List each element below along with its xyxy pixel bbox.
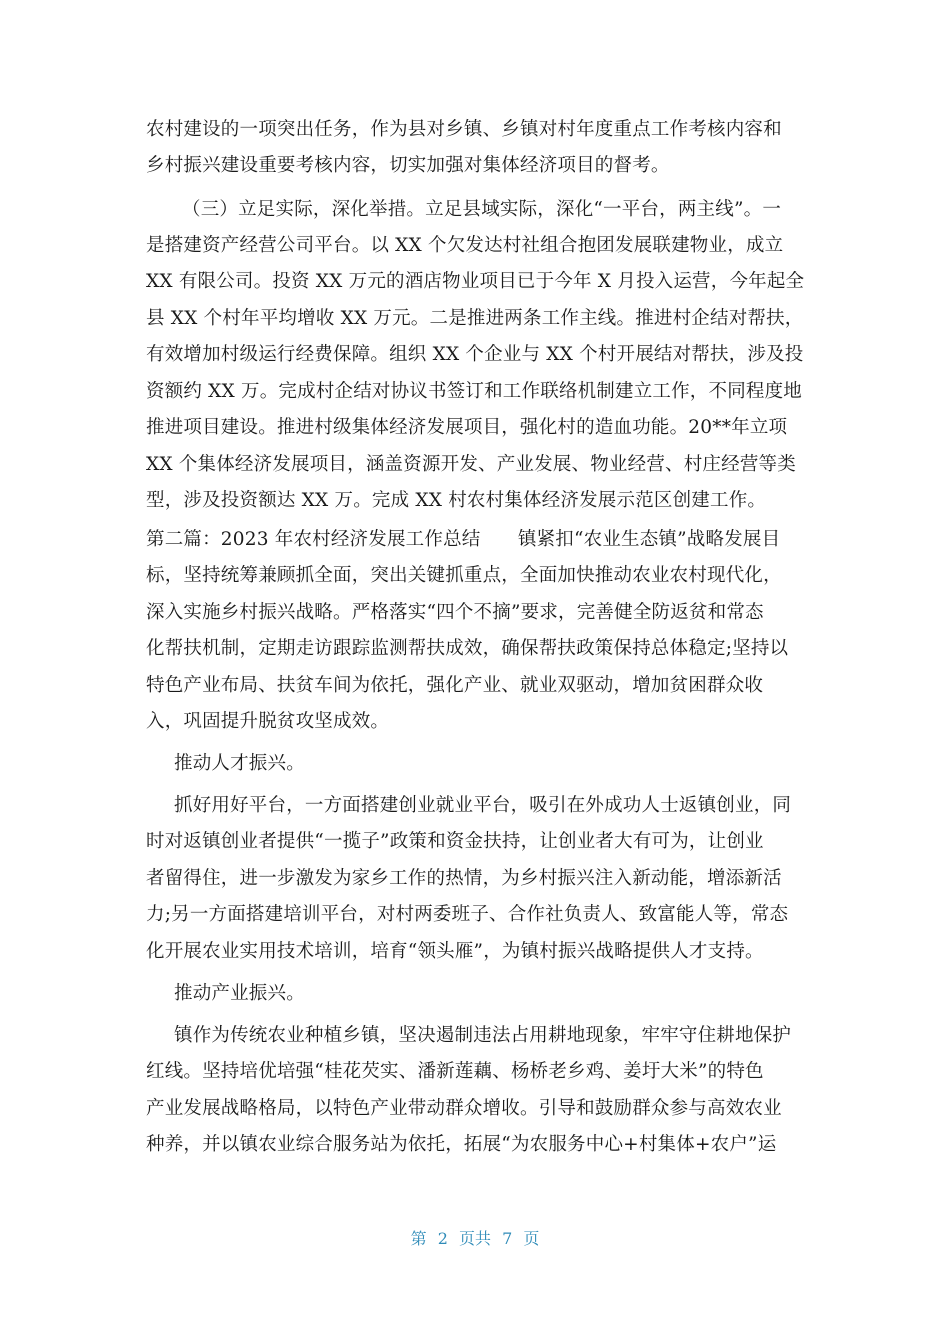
body-line: 者留得住，进一步激发为家乡工作的热情，为乡村振兴注入新动能，增添新活 — [146, 868, 782, 889]
body-line: XX 有限公司。投资 XX 万元的酒店物业项目已于今年 X 月投入运营，今年起全 — [146, 271, 805, 292]
body-line: 特色产业布局、扶贫车间为依托，强化产业、就业双驱动，增加贫困群众收 — [146, 675, 764, 696]
body-line: 推进项目建设。推进村级集体经济发展项目，强化村的造血功能。20**年立项 — [146, 417, 788, 438]
footer-prefix: 第 — [410, 1229, 427, 1248]
body-line: 化开展农业实用技术培训，培育“领头雁”，为镇村振兴战略提供人才支持。 — [146, 941, 764, 962]
footer-total-pages: 7 — [502, 1229, 513, 1248]
subheading-industry: 推动产业振兴。 — [174, 983, 305, 1004]
body-line: XX 个集体经济发展项目，涵盖资源开发、产业发展、物业经营、村庄经营等类 — [146, 454, 796, 475]
footer-suffix: 页 — [523, 1229, 540, 1248]
body-line: 乡村振兴建设重要考核内容，切实加强对集体经济项目的督考。 — [146, 155, 670, 176]
body-line: 力;另一方面搭建培训平台，对村两委班子、合作社负责人、致富能人等，常态 — [146, 904, 789, 925]
body-line: 县 XX 个村年平均增收 XX 万元。二是推进两条工作主线。推进村企结对帮扶， — [146, 308, 804, 329]
paragraph-first-line: 镇作为传统农业种植乡镇，坚决遏制违法占用耕地现象，牢牢守住耕地保护 — [174, 1025, 792, 1046]
section-title-line: 第二篇：2023 年农村经济发展工作总结 镇紧扣“农业生态镇”战略发展目 — [146, 529, 781, 550]
subheading-talent: 推动人才振兴。 — [174, 753, 305, 774]
body-line: 资额约 XX 万。完成村企结对协议书签订和工作联络机制建立工作，不同程度地 — [146, 381, 803, 402]
body-line: 产业发展战略格局，以特色产业带动群众增收。引导和鼓励群众参与高效农业 — [146, 1098, 782, 1119]
body-line: 入，巩固提升脱贫攻坚成效。 — [146, 711, 390, 732]
paragraph-first-line: （三）立足实际，深化举措。立足县域实际，深化“一平台，两主线”。一 — [182, 199, 782, 220]
body-line: 是搭建资产经营公司平台。以 XX 个欠发达村社组合抱团发展联建物业，成立 — [146, 235, 784, 256]
body-line: 有效增加村级运行经费保障。组织 XX 个企业与 XX 个村开展结对帮扶，涉及投 — [146, 344, 804, 365]
body-line: 深入实施乡村振兴战略。严格落实“四个不摘”要求，完善健全防返贫和常态 — [146, 602, 764, 623]
page-footer — [0, 1226, 950, 1249]
body-line: 农村建设的一项突出任务，作为县对乡镇、乡镇对村年度重点工作考核内容和 — [146, 119, 782, 140]
body-line: 化帮扶机制，定期走访跟踪监测帮扶成效，确保帮扶政策保持总体稳定;坚持以 — [146, 638, 789, 659]
body-line: 标，坚持统筹兼顾抓全面，突出关键抓重点，全面加快推动农业农村现代化， — [146, 565, 782, 586]
footer-middle: 页共 — [458, 1229, 491, 1248]
paragraph-first-line: 抓好用好平台，一方面搭建创业就业平台，吸引在外成功人士返镇创业，同 — [174, 795, 792, 816]
body-line: 时对返镇创业者提供“一揽子”政策和资金扶持，让创业者大有可为，让创业 — [146, 831, 764, 852]
footer-page-number: 2 — [437, 1229, 448, 1248]
body-line: 种养，并以镇农业综合服务站为依托，拓展“为农服务中心+村集体+农户”运 — [146, 1134, 777, 1155]
body-line: 红线。坚持培优培强“桂花芡实、潘新莲藕、杨桥老乡鸡、姜圩大米”的特色 — [146, 1061, 764, 1082]
body-line: 型，涉及投资额达 XX 万。完成 XX 村农村集体经济发展示范区创建工作。 — [146, 490, 767, 511]
